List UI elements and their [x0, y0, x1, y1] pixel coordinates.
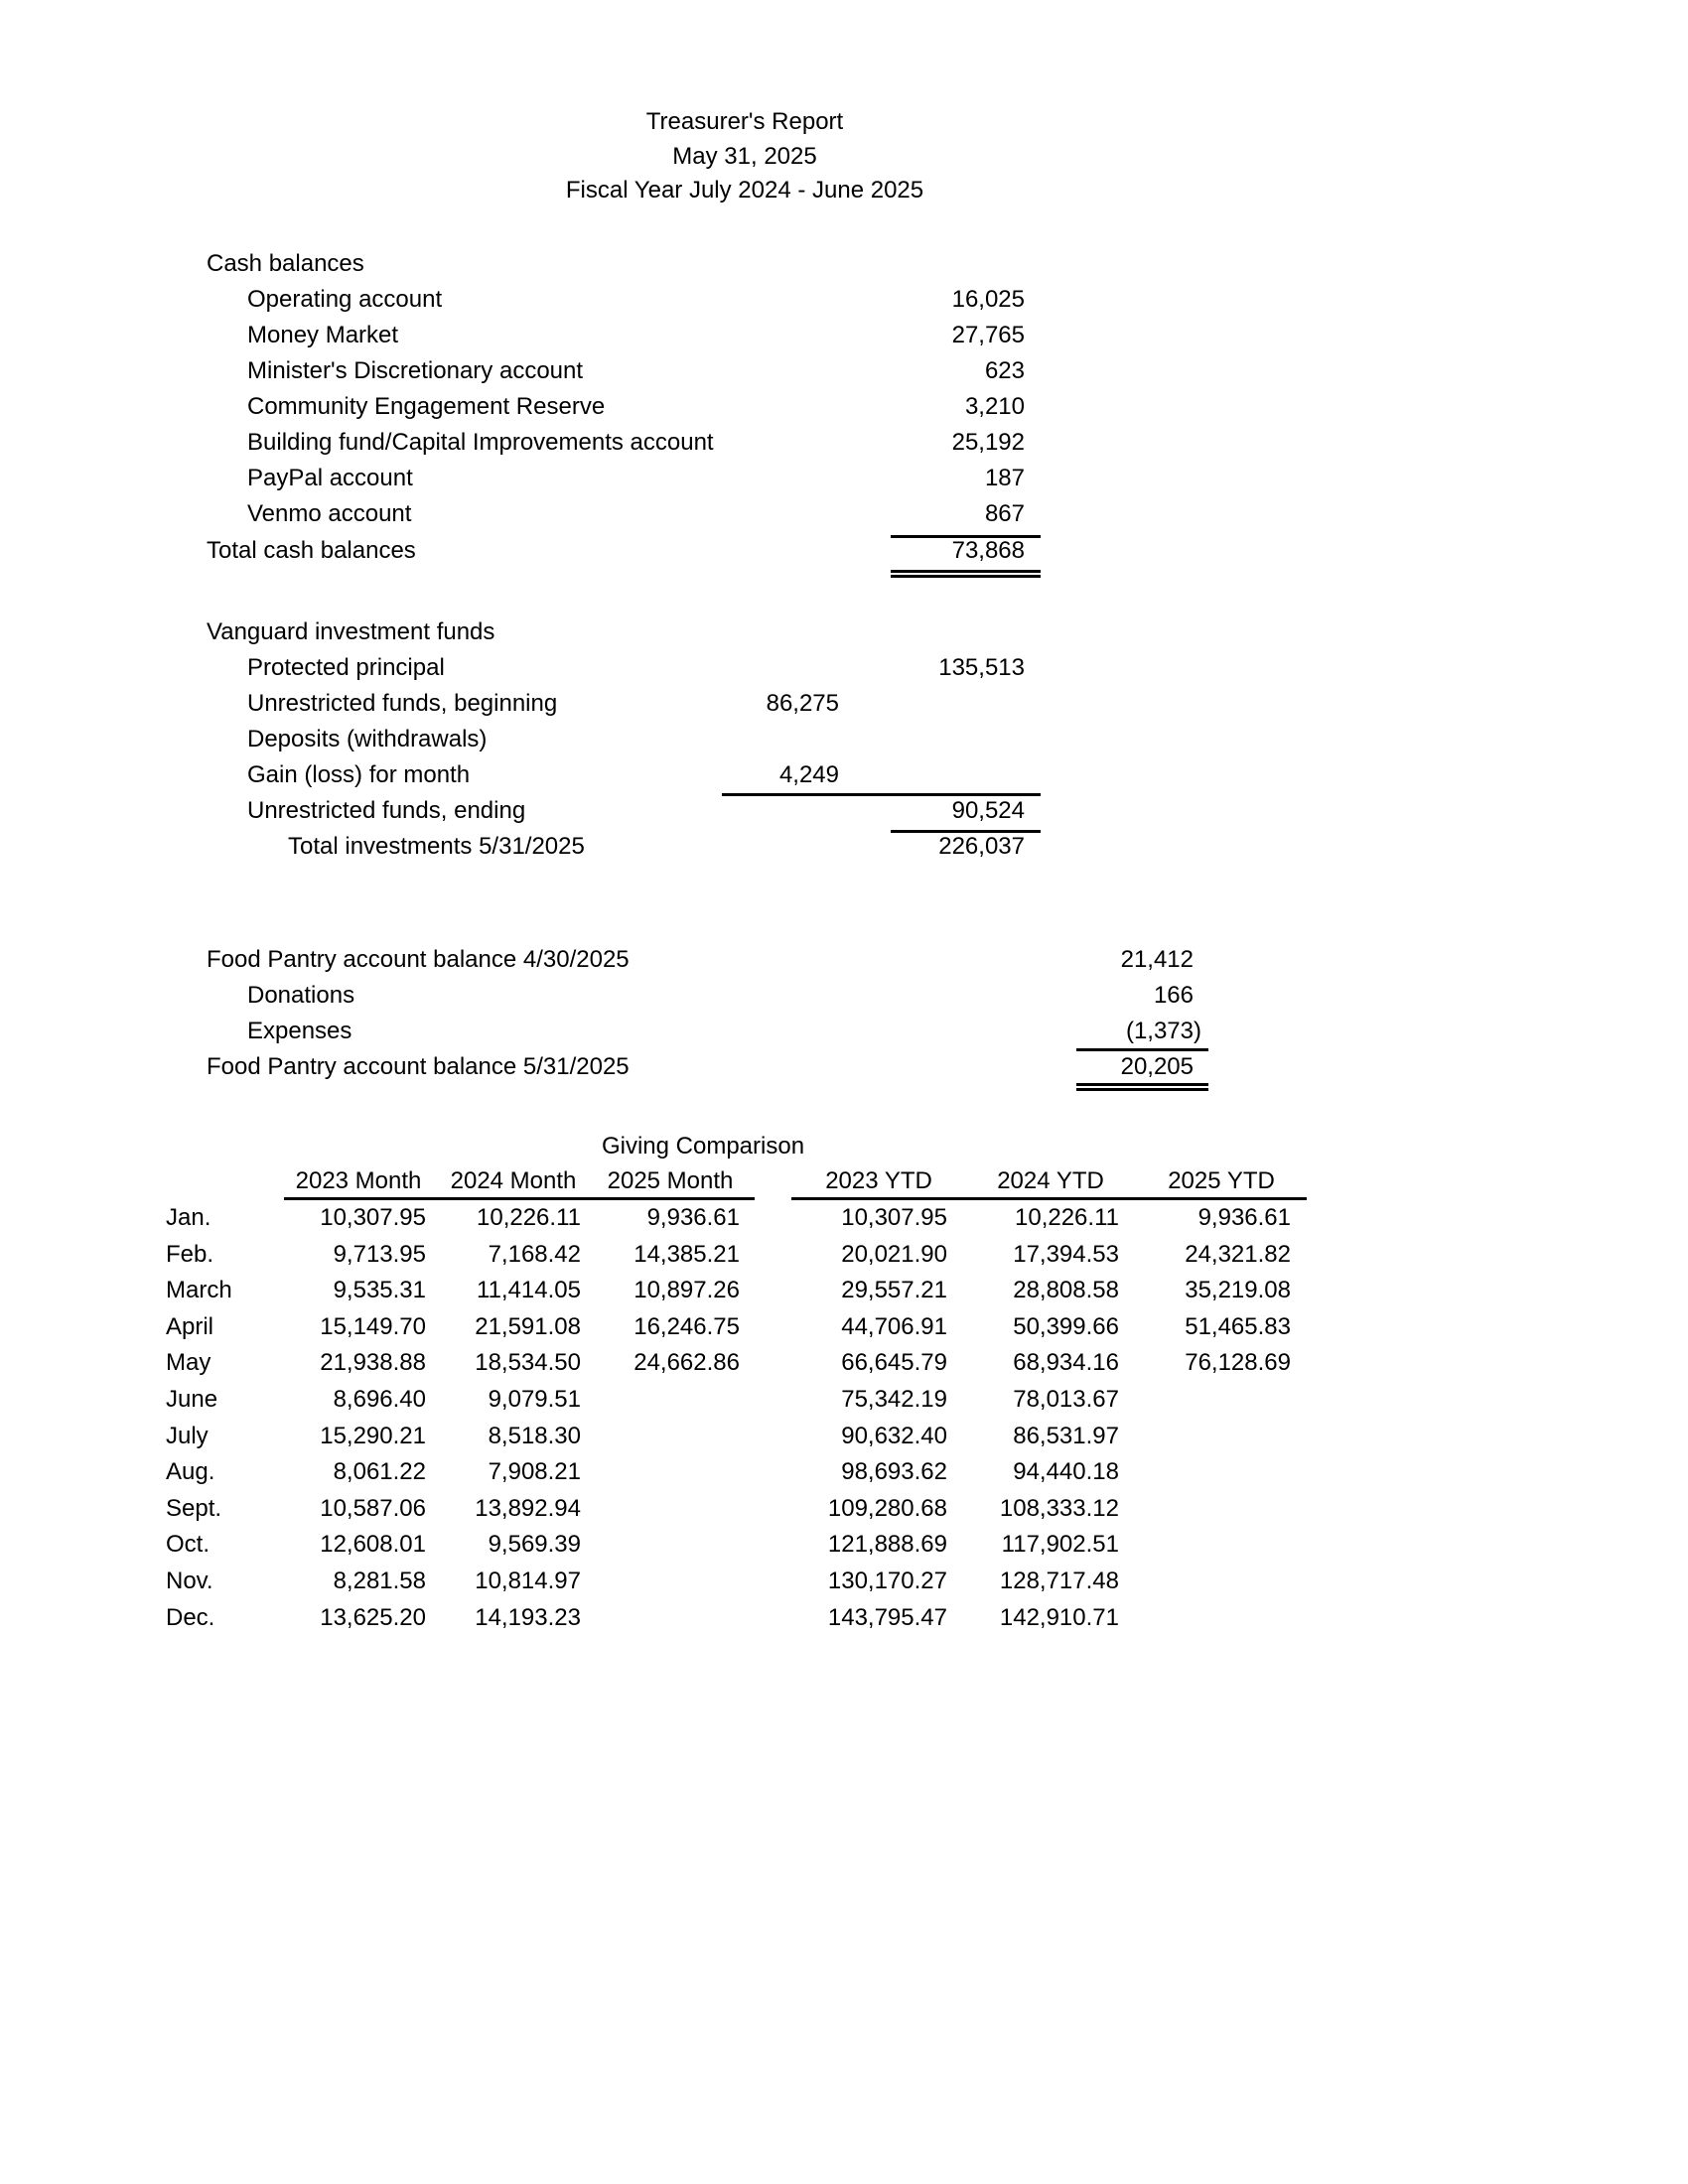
ytd-2025-value: 35,219.08 [1185, 1277, 1291, 1304]
month-label: Feb. [166, 1240, 214, 1268]
gain-value: 4,249 [778, 761, 839, 788]
month-2025-value: 9,936.61 [646, 1204, 740, 1231]
ytd-2024-value: 108,333.12 [999, 1494, 1119, 1522]
month-2023-value: 13,625.20 [320, 1603, 426, 1631]
report-title: Treasurer's Report [645, 108, 844, 135]
month-2023-value: 9,535.31 [333, 1277, 426, 1304]
month-2023-value: 21,938.88 [320, 1349, 426, 1377]
cash-item-label: PayPal account [247, 465, 413, 491]
month-2025-value [592, 1530, 740, 1560]
month-2023-value: 15,149.70 [320, 1312, 426, 1340]
cash-item-label: Building fund/Capital Improvements account [247, 429, 714, 456]
month-2023-value: 10,307.95 [320, 1204, 426, 1231]
month-label: Nov. [166, 1568, 213, 1594]
month-2025-value [592, 1567, 740, 1596]
cash-item-value: 16,025 [951, 286, 1025, 313]
ytd-2024-value: 128,717.48 [999, 1568, 1119, 1594]
unrestricted-ending-label: Unrestricted funds, ending [247, 797, 526, 824]
ytd-2024-value: 86,531.97 [1013, 1422, 1119, 1449]
column-header: 2023 Month [295, 1167, 422, 1194]
investments-heading: Vanguard investment funds [207, 618, 495, 645]
donations-label: Donations [247, 982, 355, 1009]
month-2024-value: 11,414.05 [477, 1277, 581, 1304]
month-label: June [166, 1386, 218, 1413]
unrestricted-beginning-label: Unrestricted funds, beginning [247, 690, 558, 717]
ytd-2023-value: 121,888.69 [827, 1531, 947, 1559]
ytd-2024-value: 50,399.66 [1013, 1312, 1119, 1340]
cash-item-value: 25,192 [951, 429, 1025, 456]
month-2025-value [592, 1385, 740, 1415]
food-pantry-closing-label: Food Pantry account balance 5/31/2025 [207, 1053, 630, 1080]
month-label: Dec. [166, 1603, 215, 1631]
food-pantry-opening-value: 21,412 [1120, 946, 1194, 973]
ytd-2025-value [1138, 1494, 1291, 1524]
month-label: Sept. [166, 1494, 222, 1522]
ytd-2023-value: 130,170.27 [827, 1568, 947, 1594]
ytd-2025-value [1138, 1385, 1291, 1415]
month-2024-value: 10,814.97 [475, 1568, 581, 1594]
cash-item-label: Operating account [247, 286, 443, 313]
month-2023-value: 10,587.06 [320, 1494, 426, 1522]
month-label: May [166, 1349, 211, 1377]
deposits-value [695, 725, 839, 754]
giving-comparison-title: Giving Comparison [601, 1133, 805, 1160]
cash-item-label: Money Market [247, 322, 399, 348]
deposits-label: Deposits (withdrawals) [247, 726, 488, 752]
month-2023-value: 12,608.01 [320, 1531, 426, 1559]
month-2025-value [592, 1457, 740, 1487]
month-2024-value: 18,534.50 [475, 1349, 581, 1377]
column-header: 2023 YTD [825, 1167, 932, 1194]
month-2024-value: 13,892.94 [475, 1494, 581, 1522]
month-2024-value: 10,226.11 [477, 1204, 581, 1231]
total-investments-value: 226,037 [938, 833, 1025, 860]
subtotal-rule [1076, 1048, 1208, 1051]
cash-item-value: 867 [984, 500, 1025, 527]
ytd-2025-value: 24,321.82 [1185, 1240, 1291, 1268]
month-2023-value: 15,290.21 [320, 1422, 426, 1449]
month-2023-value: 8,061.22 [333, 1458, 426, 1486]
ytd-2025-value [1138, 1422, 1291, 1451]
ytd-2025-value [1138, 1603, 1291, 1633]
month-2024-value: 7,908.21 [488, 1458, 581, 1486]
food-pantry-opening-label: Food Pantry account balance 4/30/2025 [207, 946, 630, 973]
cash-item-value: 623 [984, 357, 1025, 384]
ytd-2023-value: 66,645.79 [841, 1349, 947, 1377]
total-cash-value: 73,868 [951, 537, 1025, 564]
month-2023-value: 8,696.40 [333, 1386, 426, 1413]
month-2023-value: 9,713.95 [333, 1240, 426, 1268]
ytd-2025-value [1138, 1567, 1291, 1596]
ytd-2024-value: 142,910.71 [999, 1603, 1119, 1631]
column-header: 2024 Month [450, 1167, 577, 1194]
month-2024-value: 14,193.23 [475, 1603, 581, 1631]
ytd-2023-value: 20,021.90 [841, 1240, 947, 1268]
cash-balances-heading: Cash balances [207, 250, 364, 277]
month-label: Jan. [166, 1204, 211, 1231]
cash-item-label: Minister's Discretionary account [247, 357, 584, 384]
ytd-2023-value: 10,307.95 [841, 1204, 947, 1231]
ytd-2025-value: 9,936.61 [1197, 1204, 1291, 1231]
ytd-2023-value: 143,795.47 [827, 1603, 947, 1631]
month-2024-value: 21,591.08 [475, 1312, 581, 1340]
total-investments-label: Total investments 5/31/2025 [288, 833, 585, 860]
ytd-2023-value: 90,632.40 [841, 1422, 947, 1449]
fiscal-year: Fiscal Year July 2024 - June 2025 [565, 177, 924, 204]
month-2025-value: 14,385.21 [633, 1240, 740, 1268]
month-label: Oct. [166, 1531, 211, 1559]
month-2024-value: 7,168.42 [488, 1240, 581, 1268]
ytd-2025-value [1138, 1457, 1291, 1487]
expenses-value: (1,373) [1125, 1018, 1201, 1044]
month-label: Aug. [166, 1458, 215, 1486]
report-date: May 31, 2025 [672, 143, 817, 170]
ytd-2025-value [1138, 1530, 1291, 1560]
protected-principal-value: 135,513 [938, 654, 1025, 681]
cash-item-label: Venmo account [247, 500, 412, 527]
month-label: April [166, 1312, 214, 1340]
cash-item-value: 3,210 [964, 393, 1025, 420]
ytd-2024-value: 78,013.67 [1013, 1386, 1119, 1413]
column-header: 2025 YTD [1168, 1167, 1275, 1194]
ytd-2024-value: 68,934.16 [1013, 1349, 1119, 1377]
cash-item-value: 27,765 [951, 322, 1025, 348]
gain-label: Gain (loss) for month [247, 761, 471, 788]
column-header: 2024 YTD [997, 1167, 1104, 1194]
header-rule [284, 1197, 755, 1200]
ytd-2024-value: 17,394.53 [1013, 1240, 1119, 1268]
protected-principal-label: Protected principal [247, 654, 445, 681]
unrestricted-ending-value: 90,524 [951, 797, 1025, 824]
food-pantry-closing-value: 20,205 [1120, 1053, 1194, 1080]
ytd-2023-value: 75,342.19 [841, 1386, 947, 1413]
ytd-2024-value: 94,440.18 [1013, 1458, 1119, 1486]
donations-value: 166 [1153, 982, 1194, 1009]
total-double-rule [1076, 1083, 1208, 1091]
column-header: 2025 Month [607, 1167, 734, 1194]
month-label: March [166, 1277, 232, 1304]
month-2023-value: 8,281.58 [333, 1568, 426, 1594]
ytd-2023-value: 29,557.21 [841, 1277, 947, 1304]
ytd-2024-value: 28,808.58 [1013, 1277, 1119, 1304]
header-rule [791, 1197, 1307, 1200]
month-2025-value [592, 1494, 740, 1524]
month-2024-value: 8,518.30 [488, 1422, 581, 1449]
ytd-2024-value: 117,902.51 [1001, 1531, 1119, 1559]
month-2025-value [592, 1603, 740, 1633]
month-2025-value: 10,897.26 [633, 1277, 740, 1304]
unrestricted-beginning-value: 86,275 [766, 690, 839, 717]
month-2024-value: 9,569.39 [488, 1531, 581, 1559]
ytd-2023-value: 44,706.91 [841, 1312, 947, 1340]
month-label: July [166, 1422, 209, 1449]
ytd-2024-value: 10,226.11 [1015, 1204, 1119, 1231]
total-cash-label: Total cash balances [207, 537, 416, 564]
ytd-2023-value: 98,693.62 [841, 1458, 947, 1486]
month-2025-value: 24,662.86 [633, 1349, 740, 1377]
ytd-2025-value: 76,128.69 [1185, 1349, 1291, 1377]
cash-item-value: 187 [984, 465, 1025, 491]
ytd-2025-value: 51,465.83 [1185, 1312, 1291, 1340]
month-2024-value: 9,079.51 [488, 1386, 581, 1413]
month-2025-value: 16,246.75 [633, 1312, 740, 1340]
expenses-label: Expenses [247, 1018, 352, 1044]
month-2025-value [592, 1422, 740, 1451]
total-double-rule [891, 570, 1041, 578]
cash-item-label: Community Engagement Reserve [247, 393, 606, 420]
ytd-2023-value: 109,280.68 [827, 1494, 947, 1522]
